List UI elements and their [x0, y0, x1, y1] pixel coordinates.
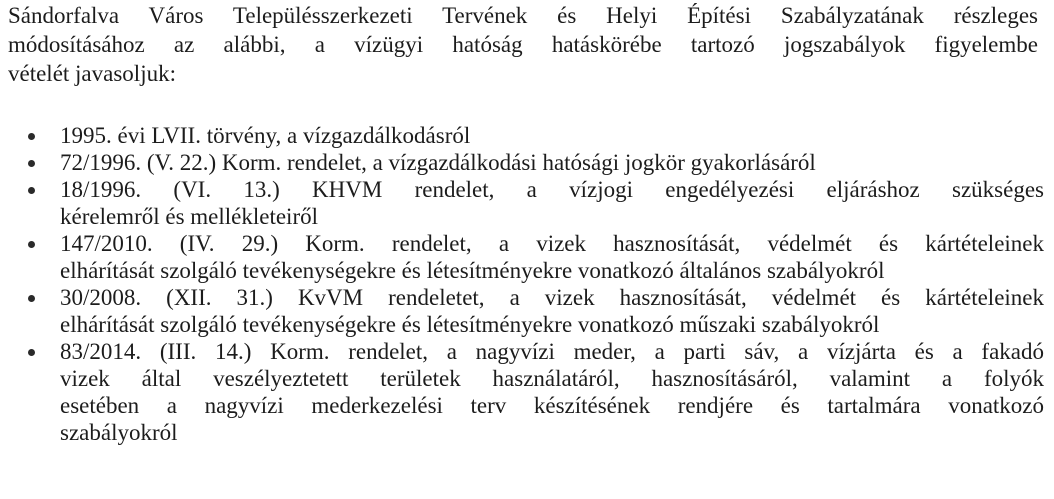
intro-line-3: vételét javasoljuk: — [8, 61, 176, 86]
bullet-icon — [28, 160, 35, 167]
law-list-item — [8, 284, 1044, 338]
bullet-icon — [28, 295, 35, 302]
bullet-icon — [28, 349, 35, 356]
intro-line-1: Sándorfalva Város Településszerkezeti Tervének és Helyi Építési Szabályzatának részleges — [8, 3, 1038, 28]
law-text-line: 83/2014. (III. 14.) Korm. rendelet, a nagyvízi meder, a parti sáv, a vízjárta és a fakadó — [60, 339, 1044, 364]
law-list-item — [8, 149, 1044, 176]
law-text — [60, 122, 1044, 149]
law-list-item — [8, 122, 1044, 149]
law-text — [60, 338, 1044, 446]
bullet-icon — [28, 133, 35, 140]
law-list-item — [8, 230, 1044, 284]
law-text-line: vizek által veszélyeztetett területek használatáról, hasznosításáról, valamint a folyók — [60, 366, 1044, 391]
law-text — [60, 284, 1044, 338]
law-list-item — [8, 176, 1044, 230]
law-text-line: szabályokról — [60, 420, 178, 445]
law-text-line: elhárítását szolgáló tevékenységekre és létesítményekre vonatkozó általános szabályokról — [60, 258, 885, 283]
intro-line-2: módosításához az alábbi, a vízügyi hatóság hatáskörébe tartozó jogszabályok figyelembe — [8, 32, 1038, 57]
law-list-item — [8, 338, 1044, 446]
law-text-line: 72/1996. (V. 22.) Korm. rendelet, a vízgazdálkodási hatósági jogkör gyakorlásáról — [60, 150, 816, 175]
law-list — [8, 122, 1044, 446]
law-text-line: 1995. évi LVII. törvény, a vízgazdálkodásról — [60, 123, 471, 148]
law-text — [60, 176, 1044, 230]
intro-paragraph — [8, 0, 1038, 88]
law-text-line: esetében a nagyvízi mederkezelési terv készítésének rendjére és tartalmára vonatkozó — [60, 393, 1044, 418]
law-text — [60, 149, 1044, 176]
law-text — [60, 230, 1044, 284]
law-text-line: elhárítását szolgáló tevékenységekre és létesítményekre vonatkozó műszaki szabályokról — [60, 312, 880, 337]
document-page — [8, 0, 1044, 499]
law-text-line: 147/2010. (IV. 29.) Korm. rendelet, a vizek hasznosítását, védelmét és kártételeinek — [60, 231, 1044, 256]
law-text-line: 18/1996. (VI. 13.) KHVM rendelet, a vízjogi engedélyezési eljáráshoz szükséges — [60, 177, 1044, 202]
bullet-icon — [28, 187, 35, 194]
law-text-line: kérelemről és mellékleteiről — [60, 204, 318, 229]
bullet-icon — [28, 241, 35, 248]
law-text-line: 30/2008. (XII. 31.) KvVM rendeletet, a vizek hasznosítását, védelmét és kártételeinek — [60, 285, 1044, 310]
